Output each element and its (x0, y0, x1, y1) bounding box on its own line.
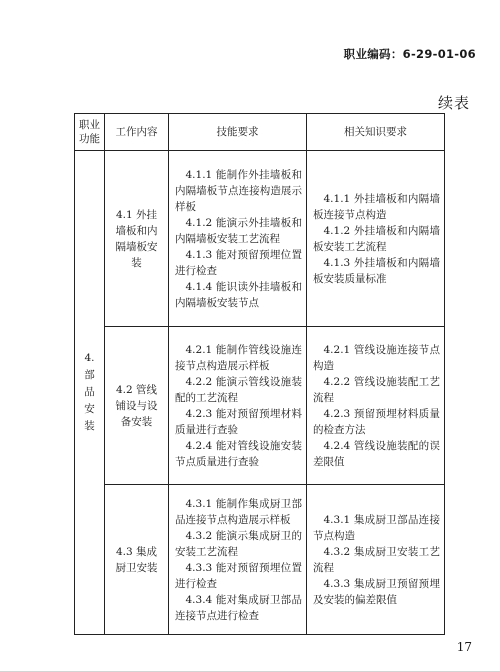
header-function: 职业功能 (75, 114, 105, 151)
function-cell (75, 151, 105, 635)
knowledge-item: 4.3.2 集成厨卫安装工艺流程 (313, 545, 440, 574)
table-row (75, 327, 445, 485)
knowledge-cell (307, 327, 445, 485)
table-row (75, 151, 445, 327)
page-number: 17 (456, 640, 472, 654)
skills-table (74, 113, 445, 635)
skill-item: 4.1.3 能对预留预埋位置进行检查 (175, 248, 302, 277)
skill-cell (169, 151, 307, 327)
function-label: 4. 部品安装 (84, 352, 95, 432)
knowledge-item: 4.3.3 集成厨卫预留预埋及安装的偏差限值 (313, 577, 440, 606)
knowledge-cell (307, 151, 445, 327)
work-content-cell: 4.2 管线铺设与设备安装 (105, 327, 169, 485)
knowledge-item: 4.3.1 集成厨卫部品连接节点构造 (313, 513, 440, 542)
skill-item: 4.3.4 能对集成厨卫部品连接节点进行检查 (175, 593, 302, 622)
header-knowledge-requirements: 相关知识要求 (307, 114, 445, 151)
skill-item: 4.2.3 能对预留预埋材料质量进行查验 (175, 407, 302, 436)
knowledge-item: 4.2.3 预留预埋材料质量的检查方法 (313, 407, 440, 436)
knowledge-item: 4.2.1 管线设施连接节点构造 (313, 343, 440, 372)
work-content-cell: 4.1 外挂墙板和内隔墙板安装 (105, 151, 169, 327)
knowledge-item: 4.2.2 管线设施装配工艺流程 (313, 375, 440, 404)
skill-item: 4.3.1 能制作集成厨卫部品连接节点构造展示样板 (175, 497, 302, 526)
skill-item: 4.3.3 能对预留预埋位置进行检查 (175, 561, 302, 590)
skill-item: 4.2.2 能演示管线设施装配的工艺流程 (175, 375, 302, 404)
continued-label: 续表 (437, 94, 470, 112)
skill-item: 4.1.4 能识读外挂墙板和内隔墙板安装节点 (175, 280, 302, 309)
knowledge-item: 4.1.1 外挂墙板和内隔墙板连接节点构造 (313, 192, 440, 221)
skill-item: 4.1.2 能演示外挂墙板和内隔墙板安装工艺流程 (175, 216, 302, 245)
skill-cell (169, 485, 307, 635)
work-content-cell: 4.3 集成厨卫安装 (105, 485, 169, 635)
table-row (75, 485, 445, 635)
header-skill-requirements: 技能要求 (169, 114, 307, 151)
skill-item: 4.2.1 能制作管线设施连接节点构造展示样板 (175, 343, 302, 372)
table-header-row (75, 114, 445, 151)
knowledge-item: 4.1.3 外挂墙板和内隔墙板安装质量标准 (313, 256, 440, 285)
knowledge-item: 4.2.4 管线设施装配的误差限值 (313, 439, 440, 468)
skill-item: 4.2.4 能对管线设施安装节点质量进行查验 (175, 439, 302, 468)
knowledge-item: 4.1.2 外挂墙板和内隔墙板安装工艺流程 (313, 224, 440, 253)
job-code: 职业编码：6-29-01-06 (343, 47, 476, 61)
skill-item: 4.3.2 能演示集成厨卫的安装工艺流程 (175, 529, 302, 558)
knowledge-cell (307, 485, 445, 635)
skill-item: 4.1.1 能制作外挂墙板和内隔墙板节点连接构造展示样板 (175, 168, 302, 213)
skill-cell (169, 327, 307, 485)
header-work-content: 工作内容 (105, 114, 169, 151)
